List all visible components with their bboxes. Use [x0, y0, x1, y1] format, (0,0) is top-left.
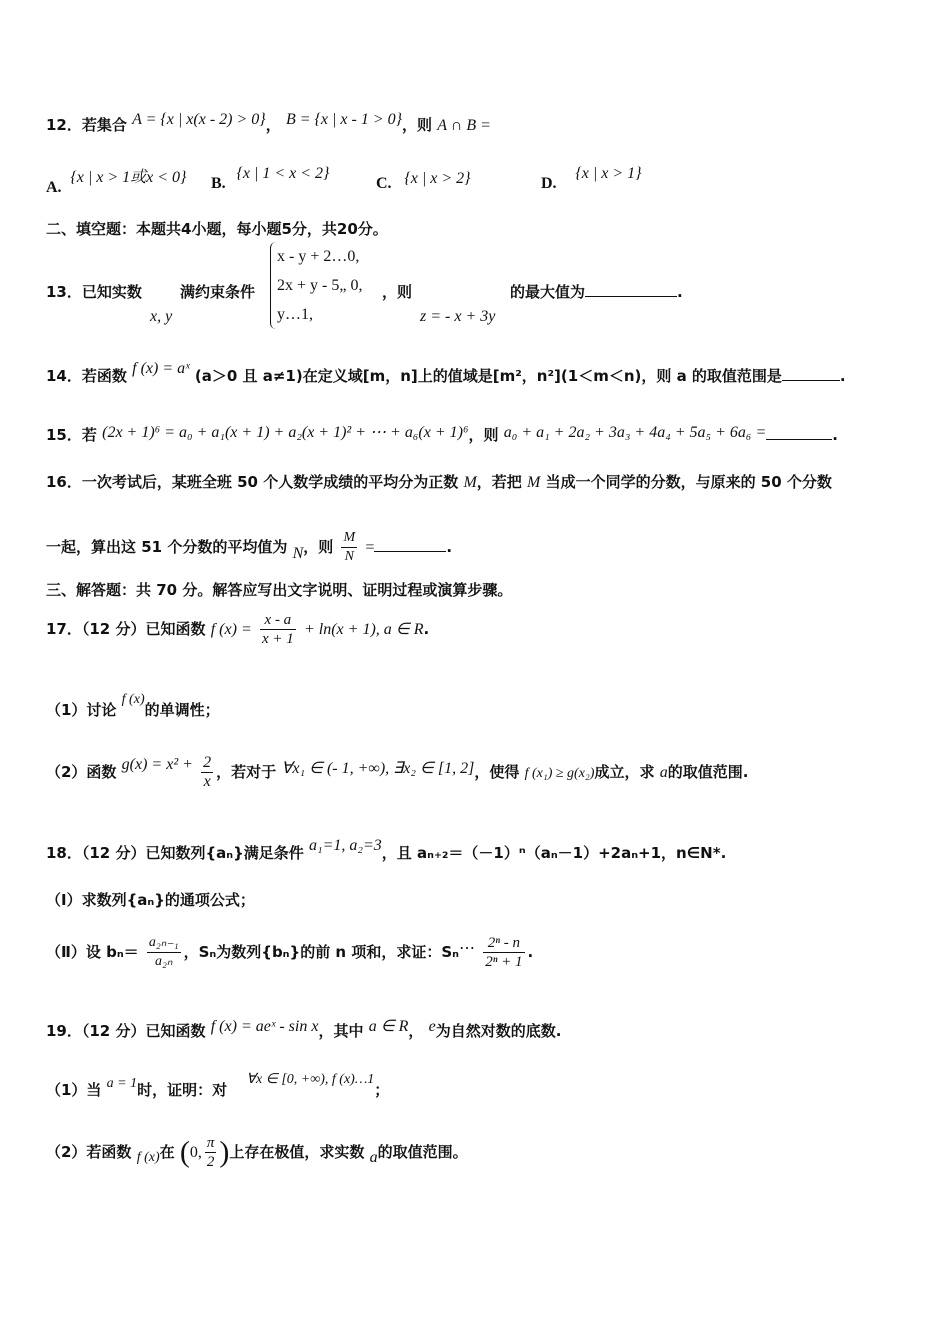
- q17-points: （12 分）: [81, 620, 146, 638]
- q17-part-1: [46, 692, 220, 722]
- q19-p2-text2: 上存在极值，求实数: [229, 1143, 365, 1161]
- q12-expr: A ∩ B =: [437, 117, 491, 134]
- q16-fraction: [341, 529, 357, 566]
- q12-option-a: [46, 169, 187, 197]
- q17-p2-cond: ∀x₁ ∈ (- 1, +∞), ∃x₂ ∈ [1, 2]: [281, 760, 475, 777]
- q13-tail: [510, 282, 683, 302]
- q17-p2-text1: ，若对于: [216, 763, 277, 781]
- q17-number: 17．: [46, 620, 82, 638]
- section-3-heading: 三、解答题：共 70 分。解答应写出文字说明、证明过程或演算步骤。: [46, 581, 513, 599]
- q17-text1: 已知函数: [145, 620, 206, 638]
- constraint-1: x - y + 2…0,: [277, 248, 360, 265]
- q19-number: 19．: [46, 1022, 82, 1040]
- q17-rhs: + ln(x + 1), a ∈ R: [303, 621, 424, 638]
- q16-line-2: [46, 527, 452, 568]
- option-d-label: D.: [541, 175, 557, 192]
- q15-sum: a₀ + a₁ + 2a₂ + 3a₃ + 4a₄ + 5a₅ + 6a₆ =: [503, 424, 767, 441]
- q17-p2-frac-num: 2: [203, 754, 212, 771]
- q15-expansion: (2x + 1)⁶ = a₀ + a₁(x + 1) + a₂(x + 1)² + ⋯ + a₆(x + 1)⁶: [102, 424, 469, 441]
- constraint-3: y…1,: [277, 306, 313, 323]
- q15-text2: ，则: [468, 426, 499, 444]
- q19-p2-int-left: 0,: [189, 1144, 202, 1161]
- q17-p2-fraction: [201, 754, 213, 791]
- q19-p2-text1: 在: [159, 1143, 175, 1161]
- q17-p2-frac-den: x: [203, 773, 211, 790]
- q19-p2-text3: 的取值范围。: [377, 1143, 468, 1161]
- q19-p1-end: ；: [374, 1081, 390, 1099]
- q17-p2-text4: 的取值范围.: [667, 763, 749, 781]
- q18-end: .: [527, 943, 534, 961]
- option-a-value: {x | x > 1或x < 0}: [70, 169, 187, 186]
- option-d-value: {x | x > 1}: [575, 165, 642, 182]
- q19-p1-text: 时，证明：对: [137, 1081, 228, 1099]
- q17-fraction: [260, 611, 296, 648]
- q13-text2: 满约束条件: [180, 283, 256, 301]
- q17-p2-ineq: f (x₁) ≥ g(x₂): [524, 766, 595, 781]
- q18-points: （12 分）: [81, 844, 146, 862]
- q15-stem: [46, 425, 838, 446]
- q14-end: .: [839, 367, 846, 385]
- section-2-heading: 二、填空题：本题共4小题，每小题5分，共20分。: [46, 220, 388, 238]
- option-c-value: {x | x > 2}: [404, 170, 471, 187]
- q18-p2-rhs: [483, 934, 524, 971]
- q19-part-2: [46, 1128, 468, 1178]
- q13-text4: 的最大值为: [510, 283, 586, 301]
- q17-p1-text: 的单调性；: [144, 701, 220, 719]
- q18-part-1: （Ⅰ）求数列{aₙ}的通项公式；: [46, 891, 255, 909]
- q17-p2-text3: 成立，求: [594, 763, 655, 781]
- constraint-2: 2x + y - 5„ 0,: [277, 277, 363, 294]
- q13-text1: 已知实数: [81, 283, 142, 301]
- q16-frac-num: M: [341, 529, 357, 548]
- q17-p2-text2: ，使得: [474, 763, 520, 781]
- q12-option-d: [541, 165, 642, 193]
- q19-p2-func: f (x): [136, 1150, 160, 1165]
- q17-p2-a: a: [659, 764, 668, 781]
- q17-p1-func: f (x): [121, 692, 145, 707]
- q19-p1-claim: ∀x ∈ [0, +∞), f (x)…1: [246, 1072, 375, 1087]
- q18-p2-label: （Ⅱ）设 bₙ＝: [46, 943, 139, 961]
- q19-p2-int-num: π: [206, 1135, 215, 1151]
- q14-answer-blank[interactable]: [782, 366, 840, 381]
- option-b-label: B.: [211, 175, 226, 192]
- q17-lhs: f (x) =: [210, 621, 252, 638]
- q17-p2-label: （2）函数: [46, 763, 117, 781]
- q16-eq: =: [365, 539, 375, 556]
- q19-text2: ，其中: [318, 1022, 364, 1040]
- q15-answer-blank[interactable]: [766, 425, 832, 440]
- q18-p2-rel: ⋯: [458, 940, 475, 957]
- q16-number: 16．: [46, 473, 82, 491]
- q12-text: 若集合: [81, 116, 127, 134]
- q19-p2-interval-close: ): [219, 1135, 230, 1169]
- q12-option-b: [211, 165, 330, 193]
- q15-text1: 若: [81, 426, 97, 444]
- q14-number: 14．: [46, 367, 82, 385]
- q18-p2-rhs-den: 2ⁿ + 1: [485, 954, 523, 970]
- q17-p1-label: （1）讨论: [46, 701, 117, 719]
- q19-p2-interval-open: (: [179, 1135, 190, 1169]
- q17-frac-den: x + 1: [261, 631, 294, 647]
- q16-var-n: N: [292, 545, 304, 562]
- q15-end: .: [832, 426, 838, 444]
- q14-text2: (a＞0 且 a≠1)在定义域[m，n]上的值域是[m²，n²](1＜m＜n)，则 a 的取值范围是: [194, 367, 782, 385]
- q15-number: 15．: [46, 426, 82, 444]
- q19-p2-label: （2）若函数: [46, 1143, 132, 1161]
- q12-stem: [46, 111, 491, 136]
- q17-end: .: [423, 620, 430, 638]
- q18-text1: 已知数列{aₙ}满足条件: [145, 844, 304, 862]
- q19-e: e: [428, 1018, 436, 1035]
- q19-func: f (x) = aeˣ - sin x: [210, 1018, 319, 1035]
- q12-option-c: [376, 170, 471, 193]
- q16-var-m-2: M: [527, 474, 541, 491]
- q16-var-m: M: [463, 474, 477, 491]
- q13-text3: ，则: [382, 283, 413, 301]
- q19-p1-label: （1）当: [46, 1081, 102, 1099]
- q13-vars: x, y: [150, 308, 173, 325]
- q19-points: （12 分）: [81, 1022, 146, 1040]
- q18-p2-frac-den: a₂ₙ: [155, 954, 173, 969]
- q19-text3: ，: [408, 1022, 424, 1040]
- q13-target: z = - x + 3y: [420, 308, 496, 325]
- q19-part-1: [46, 1072, 390, 1102]
- q19-p2-a: a: [369, 1149, 378, 1166]
- q14-func: f (x) = aˣ: [132, 360, 190, 377]
- q19-p1-cond: a = 1: [106, 1076, 138, 1091]
- q16-line2a: 一起，算出这 51 个分数的平均值为: [46, 538, 288, 556]
- option-c-label: C.: [376, 175, 392, 192]
- q19-cond: a ∈ R: [368, 1018, 409, 1035]
- q18-number: 18．: [46, 844, 82, 862]
- q14-stem: [46, 360, 846, 387]
- option-b-value: {x | 1 < x < 2}: [236, 165, 330, 182]
- q14-text1: 若函数: [81, 367, 127, 385]
- q12-sep: ，: [265, 116, 281, 134]
- q18-text2: ，且 aₙ₊₂＝（－1）ⁿ（aₙ－1）+2aₙ+1，n∈N*.: [381, 844, 727, 862]
- q13-end: .: [677, 283, 683, 301]
- option-a-label: A.: [46, 179, 62, 196]
- q18-part-2: [46, 928, 533, 977]
- q12-set-a: A = {x | x(x - 2) > 0}: [132, 111, 266, 128]
- q16-line1b: ，若把: [476, 473, 522, 491]
- q18-p2-frac-num: a₂ₙ₋₁: [147, 934, 181, 953]
- q18-p2-fraction: [147, 934, 181, 971]
- q17-p2-lhs: g(x) = x² +: [121, 756, 193, 773]
- q12-text2: ，则: [402, 116, 433, 134]
- q13-answer-blank[interactable]: [585, 282, 677, 297]
- q19-text4: 为自然对数的底数.: [435, 1022, 562, 1040]
- q16-line1a: 一次考试后，某班全班 50 个人数学成绩的平均分为正数: [81, 473, 459, 491]
- q17-stem: [46, 608, 429, 651]
- q13-constraint-system: [270, 242, 362, 329]
- q19-p2-interval-fraction: [205, 1134, 217, 1171]
- q12-set-b: B = {x | x - 1 > 0}: [285, 111, 403, 128]
- q16-line1c: 当成一个同学的分数，与原来的 50 个分数: [545, 473, 832, 491]
- q13-stem: [46, 282, 142, 302]
- q19-stem: [46, 1018, 562, 1042]
- q16-end: .: [446, 538, 453, 556]
- q17-part-2: [46, 748, 748, 798]
- q16-frac-den: N: [344, 549, 354, 564]
- q18-stem: [46, 837, 727, 864]
- q18-p2-rhs-num: 2ⁿ - n: [483, 934, 524, 953]
- q18-init: a₁=1, a₂=3: [309, 837, 382, 854]
- q16-line2b: ，则: [303, 538, 334, 556]
- q13-number: 13．: [46, 283, 82, 301]
- q17-frac-num: x - a: [260, 611, 296, 630]
- q16-answer-blank[interactable]: [374, 537, 446, 552]
- q19-p2-int-den: 2: [206, 1154, 215, 1170]
- q16-line-1: [46, 472, 832, 493]
- q19-text1: 已知函数: [145, 1022, 206, 1040]
- q18-p2-text: ，Sₙ为数列{bₙ}的前 n 项和，求证：Sₙ: [183, 943, 459, 961]
- q12-number: 12．: [46, 116, 82, 134]
